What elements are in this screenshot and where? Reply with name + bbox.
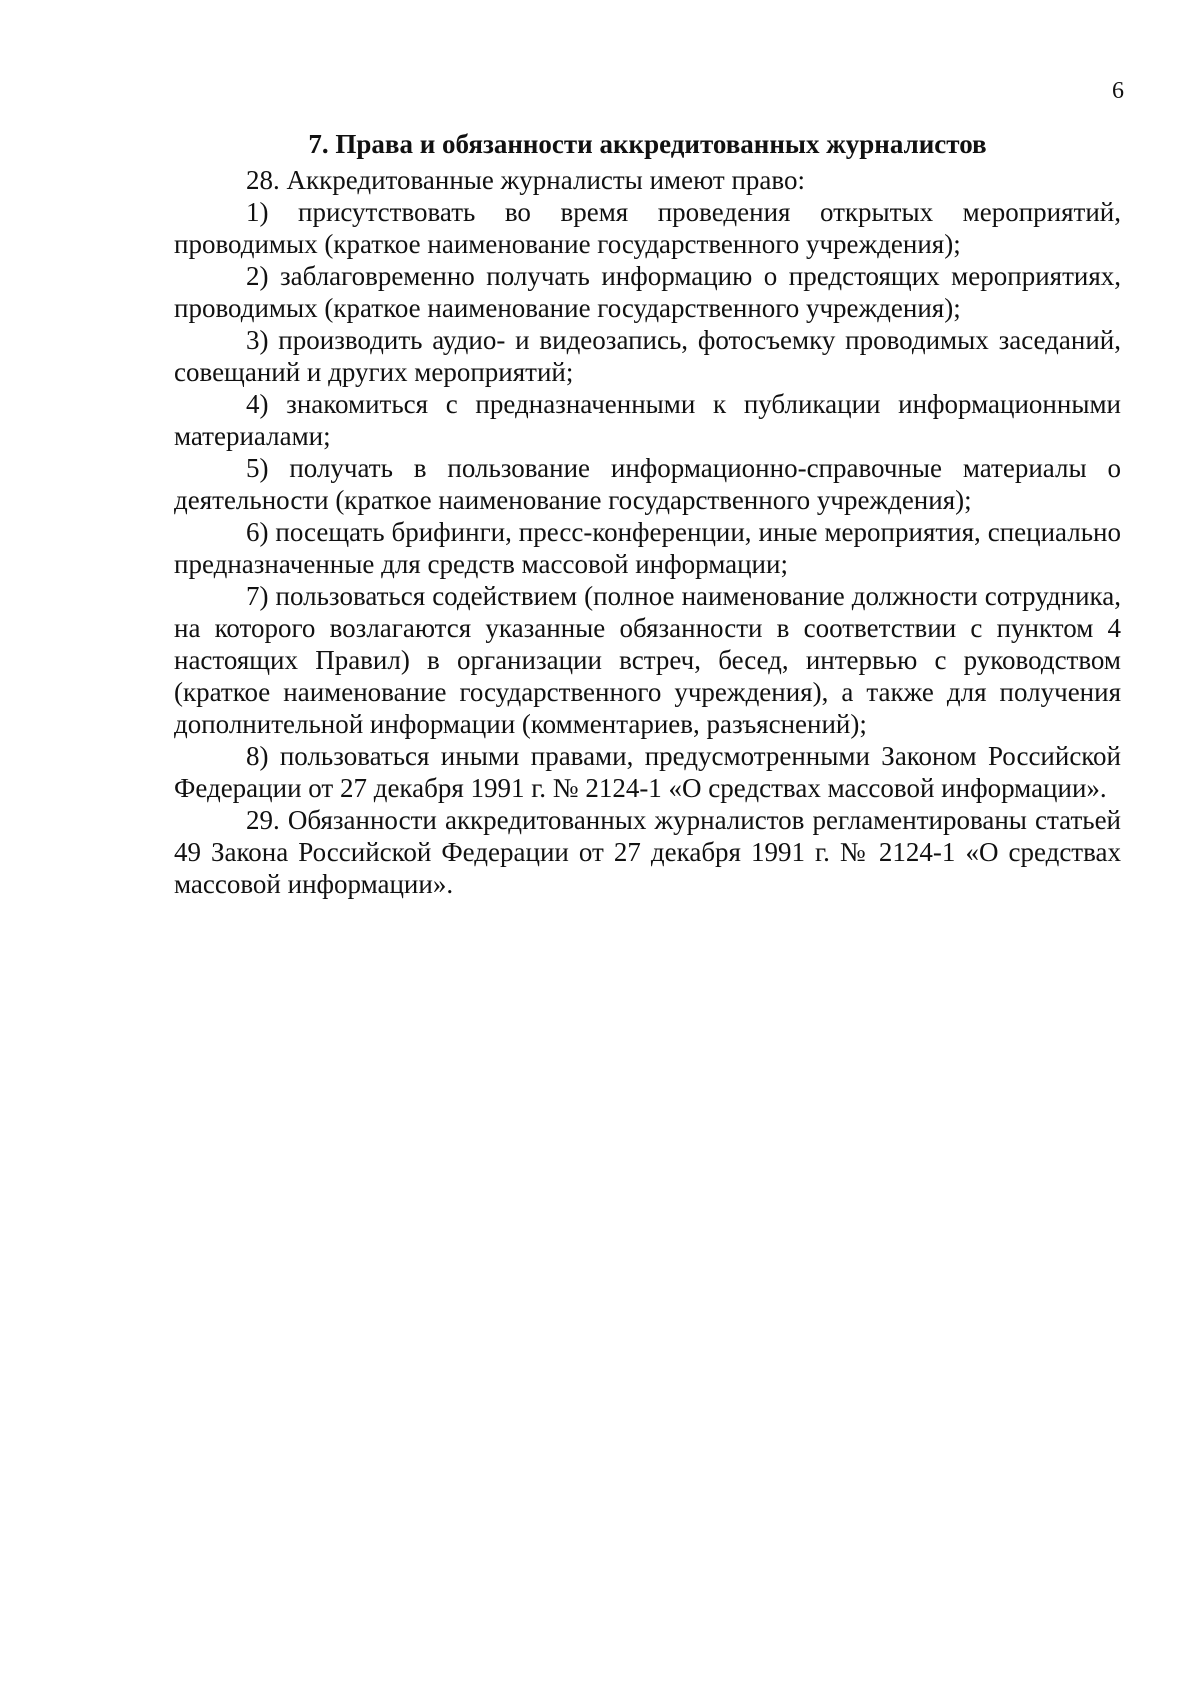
paragraph-29-obligations: 29. Обязанности аккредитованных журналистов регламентированы статьей 49 Закона Российской Федерации от 27 декабря 1991 г. № 2124-1 «О средствах массовой информации». xyxy=(174,805,1121,899)
paragraph-right-4: 4) знакомиться с предназначенными к публикации информационными материалами; xyxy=(174,389,1121,451)
page-number: 6 xyxy=(1112,78,1124,104)
paragraph-28-intro: 28. Аккредитованные журналисты имеют право: xyxy=(246,165,805,195)
paragraph-right-5: 5) получать в пользование информационно-справочные материалы о деятельности (краткое наименование государственного учреждения); xyxy=(174,453,1121,515)
paragraph-right-3: 3) производить аудио- и видеозапись, фотосъемку проводимых заседаний, совещаний и других мероприятий; xyxy=(174,325,1121,387)
document-body xyxy=(174,128,1121,900)
paragraph-right-2: 2) заблаговременно получать информацию о предстоящих мероприятиях, проводимых (краткое наименование государственного учреждения); xyxy=(174,261,1121,323)
paragraph-right-7: 7) пользоваться содействием (полное наименование должности сотрудника, на которого возлагаются указанные обязанности в соответствии с пунктом 4 настоящих Правил) в организации встреч, бесед, интервью с руководством (краткое наименование государственного учреждения), а также для получения дополнительной информации (комментариев, разъяснений); xyxy=(174,581,1121,739)
section-heading: 7. Права и обязанности аккредитованных журналистов xyxy=(308,129,987,159)
paragraph-right-8: 8) пользоваться иными правами, предусмотренными Законом Российской Федерации от 27 декабря 1991 г. № 2124-1 «О средствах массовой информации». xyxy=(174,741,1121,803)
paragraph-right-1: 1) присутствовать во время проведения открытых мероприятий, проводимых (краткое наименование государственного учреждения); xyxy=(174,197,1121,259)
paragraph-right-6: 6) посещать брифинги, пресс-конференции, иные мероприятия, специально предназначенные для средств массовой информации; xyxy=(174,517,1121,579)
